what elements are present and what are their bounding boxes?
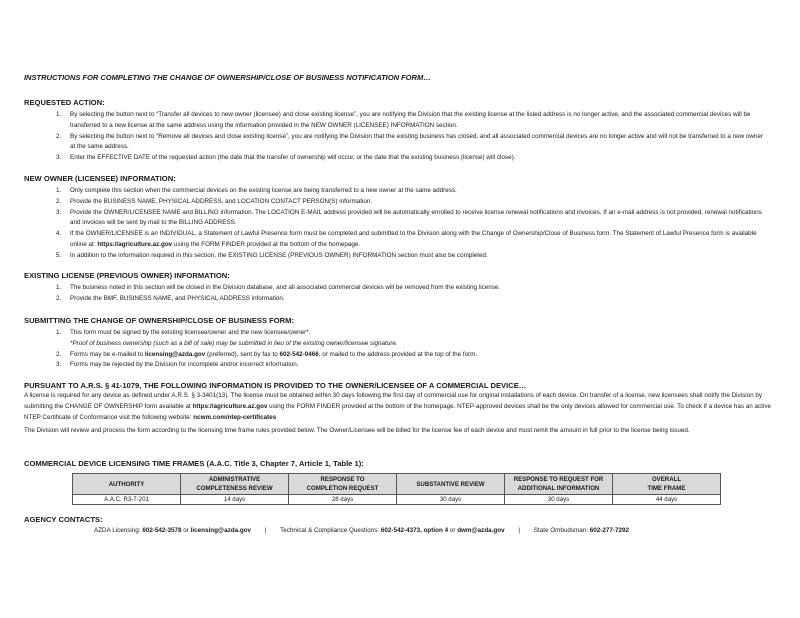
agriculture-link[interactable]: https://agriculture.az.gov bbox=[97, 240, 173, 248]
table-header-row bbox=[73, 474, 721, 495]
review-paragraph: The Division will review and process the form according to the licensing time frame rules provided below. The Owner/Licensee will be billed for the license fee of each device and must remit the amount in full prior to the license being issued. bbox=[24, 427, 690, 435]
section-existing-license bbox=[24, 271, 764, 305]
item-number: 3. bbox=[56, 208, 62, 216]
item-text: The business noted in this section will be closed in the Division database, and all associated commercial devices will be removed from the existing license. bbox=[70, 284, 501, 291]
list-item bbox=[24, 110, 764, 132]
list-item bbox=[24, 186, 764, 197]
divider: | bbox=[518, 527, 521, 534]
contact-or: or bbox=[448, 527, 458, 534]
section-time-frames bbox=[24, 459, 764, 471]
section-heading: AGENCY CONTACTS: bbox=[24, 515, 103, 524]
list-item bbox=[24, 208, 764, 230]
divider: | bbox=[264, 527, 267, 534]
list-item bbox=[24, 283, 764, 294]
section-heading: COMMERCIAL DEVICE LICENSING TIME FRAMES (A.A.C. Title 3, Chapter 7, Article 1, Table 1): bbox=[24, 459, 364, 468]
licensing-email-link[interactable]: licensing@azda.gov bbox=[190, 527, 252, 534]
list-item bbox=[24, 251, 764, 262]
item-number: 3. bbox=[56, 361, 62, 369]
item-text: This form must be signed by the existing licensee/owner and the new licensee/owner*. bbox=[70, 329, 311, 336]
section-agency-contacts bbox=[24, 515, 764, 527]
item-number: 1. bbox=[56, 111, 62, 118]
table-cell: 30 days bbox=[397, 495, 505, 505]
item-text: If the OWNER/LICENSEE is an INDIVIDUAL, a Statement of Lawful Presence form must be completed and submitted to the Division along with the Change of Ownership/Close of Business form. The Statement of Lawful Presence form is available online at: bbox=[70, 230, 757, 248]
section-heading: EXISTING LICENSE (PREVIOUS OWNER) INFORMATION: bbox=[24, 271, 230, 280]
column-header: RESPONSE TO COMPLETION REQUEST bbox=[289, 474, 397, 495]
list-item bbox=[24, 132, 764, 154]
column-header: ADMINISTRATIVE COMPLETENESS REVIEW bbox=[181, 474, 289, 495]
list-item bbox=[24, 360, 764, 371]
item-text: Provide the BMF, BUSINESS NAME, and PHYSICAL ADDRESS information. bbox=[70, 294, 285, 302]
ncwm-link[interactable]: ncwm.com/ntep-certificates bbox=[193, 413, 277, 421]
section-requested-action bbox=[24, 98, 764, 164]
section-pursuant bbox=[24, 381, 776, 440]
table-cell: 44 days bbox=[613, 495, 721, 505]
licensing-email-link[interactable]: licensing@azda.gov bbox=[144, 350, 206, 358]
item-text: Only complete this section when the commercial devices on the existing license are being transferred to a new owner at the same address. bbox=[70, 187, 457, 194]
tech-phone: 602-542-4373, option 4 bbox=[380, 527, 449, 534]
list-item bbox=[24, 350, 764, 361]
section-heading: REQUESTED ACTION: bbox=[24, 98, 105, 107]
time-frames-table bbox=[72, 473, 721, 505]
list-item bbox=[24, 197, 764, 208]
proof-note: *Proof of business ownership (such as a bill of sale) may be submitted in lieu of the existing owner/licensee signature. bbox=[70, 339, 398, 347]
item-text: Provide the BUSINESS NAME, PHYSICAL ADDRESS, and LOCATION CONTACT PERSON(S) information. bbox=[70, 197, 373, 205]
item-number: 2. bbox=[56, 294, 62, 302]
table-cell: A.A.C. R3-7-201 bbox=[73, 495, 181, 505]
item-number: 2. bbox=[56, 197, 62, 205]
contact-or: or bbox=[181, 527, 191, 534]
table-cell: 14 days bbox=[181, 495, 289, 505]
item-number: 1. bbox=[56, 284, 62, 291]
item-text: Enter the EFFECTIVE DATE of the requested action (the date that the transfer of ownership will occur, or the date that the existing business (license) will close). bbox=[70, 154, 516, 162]
item-number: 2. bbox=[56, 132, 62, 140]
contact-label: Technical & Compliance Questions: bbox=[280, 527, 381, 534]
page-title: INSTRUCTIONS FOR COMPLETING THE CHANGE OF OWNERSHIP/CLOSE OF BUSINESS NOTIFICATION FORM… bbox=[24, 73, 431, 82]
item-number: 2. bbox=[56, 350, 62, 358]
table-cell: 30 days bbox=[505, 495, 613, 505]
tech-email-link[interactable]: dwm@azda.gov bbox=[457, 527, 505, 534]
list-item bbox=[24, 229, 764, 251]
item-number: 4. bbox=[56, 230, 62, 238]
para-text: A license is required for any device as defined under A.R.S. § 3-3401(13). The license must be obtained within 30 days following the first day of commercial use for original installations of each device. On transfer of a license, new licensees shall notify the Division by submitting the CHANGE OF OWNERSHIP form available at bbox=[24, 392, 763, 410]
item-text: Forms may be e-mailed to bbox=[70, 350, 145, 358]
item-text: , or mailed to the address provided at the top of the form. bbox=[318, 350, 478, 358]
license-requirement-paragraph bbox=[24, 391, 776, 423]
contact-label: State Ombudsman: bbox=[533, 527, 590, 534]
section-submitting bbox=[24, 316, 764, 371]
list-item bbox=[24, 328, 764, 350]
item-number: 1. bbox=[56, 329, 62, 336]
section-heading: PURSUANT TO A.R.S. § 41-1079, THE FOLLOWING INFORMATION IS PROVIDED TO THE OWNER/LICENSEE OF A COMMERCIAL DEVICE… bbox=[24, 381, 527, 390]
licensing-phone: 602-542-3578 bbox=[142, 527, 182, 534]
item-text: By selecting the button next to “Remove all devices and close existing license”, you are notifying the Division that the existing business has closed, and all associated commercial devices are no longer active and will not be transferred to a new owner at the same address. bbox=[70, 132, 764, 151]
ombudsman-phone: 602-277-7292 bbox=[589, 527, 629, 534]
item-number: 1. bbox=[56, 187, 62, 194]
item-text: (preferred), sent by fax to bbox=[205, 350, 280, 358]
column-header: SUBSTANTIVE REVIEW bbox=[397, 474, 505, 495]
item-text: In addition to the information required in this section, the EXISTING LICENSE (PREVIOUS OWNER) INFORMATION section must also be completed. bbox=[70, 251, 488, 259]
para-text: using the FORM FINDER provided at the bottom of the homepage. NTEP-approved devices shall be the only devices allowed for commercial use. To check if a device has an active NTEP Certificate of Conformance visit the following website: bbox=[24, 402, 771, 421]
agriculture-link[interactable]: https://agriculture.az.gov bbox=[192, 402, 268, 410]
contacts-line bbox=[94, 527, 629, 534]
item-number: 3. bbox=[56, 154, 62, 162]
column-header: OVERALL TIME FRAME bbox=[613, 474, 721, 495]
item-text: using the FORM FINDER provided at the bottom of the homepage. bbox=[172, 240, 361, 248]
table-cell: 28 days bbox=[289, 495, 397, 505]
item-text: Provide the OWNER/LICENSEE NAME and BILLING information. The LOCATION E-MAIL address provided will be automatically enrolled to receive license renewal notifications and invoices. If an e-mail address is not provided, renewal notifications and invoices will be sent by mail to the BILLING ADDRESS. bbox=[70, 208, 762, 227]
section-heading: SUBMITTING THE CHANGE OF OWNERSHIP/CLOSE OF BUSINESS FORM: bbox=[24, 316, 295, 325]
section-heading: NEW OWNER (LICENSEE) INFORMATION: bbox=[24, 174, 176, 183]
list-item bbox=[24, 294, 764, 305]
column-header: RESPONSE TO REQUEST FOR ADDITIONAL INFORMATION bbox=[505, 474, 613, 495]
section-new-owner bbox=[24, 174, 764, 262]
list-item bbox=[24, 153, 764, 164]
item-text: Forms may be rejected by the Division for incomplete and/or incorrect information. bbox=[70, 361, 299, 369]
fax-number: 602-542-0466 bbox=[279, 350, 319, 358]
table-row bbox=[73, 495, 721, 505]
item-number: 5. bbox=[56, 251, 62, 259]
column-header: AUTHORITY bbox=[73, 474, 181, 495]
contact-label: AZDA Licensing: bbox=[94, 527, 143, 534]
item-text: By selecting the button next to “Transfer all devices to new owner (licensee) and close existing license”, you are notifying the Division that the existing license at the listed address is no longer active, and the associated commercial devices will be transferred to a new license at the same address using the information provided in the NEW OWNER (LICENSEE) INFORMATION section. bbox=[70, 111, 751, 129]
